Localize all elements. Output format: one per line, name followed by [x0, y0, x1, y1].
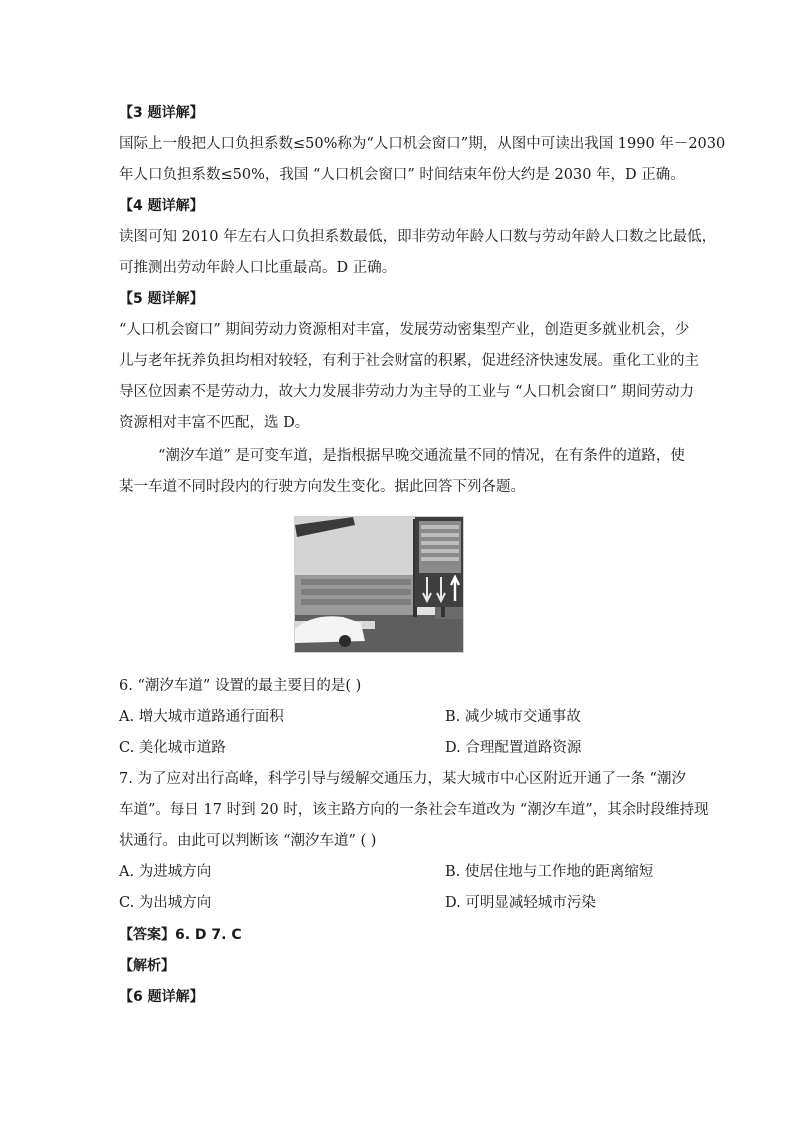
section-5-text-line-2: 儿与老年抚养负担均相对较轻，有利于社会财富的积累，促进经济快速发展。重化工业的主: [119, 353, 699, 369]
section-5-text-line-3: 导区位因素不是劳动力，故大力发展非劳动力为主导的工业与 “人口机会窗口” 期间劳动力: [119, 384, 695, 400]
analysis-heading: 【解析】: [119, 958, 175, 974]
section-5-text-line-4: 资源相对丰富不匹配，选 D。: [119, 415, 310, 431]
tidal-lane-sign-photo: [294, 516, 464, 653]
section-3-text-line-2: 年人口负担系数≤50%，我国 “人口机会窗口” 时间结束年份大约是 2030 年，D 正确。: [119, 167, 685, 183]
question-6-option-c: C. 美化城市道路: [119, 740, 226, 756]
section-4-text-line-2: 可推测出劳动年龄人口比重最高。D 正确。: [119, 260, 397, 276]
intro-text-line-1: “潮汐车道” 是可变车道，是指根据早晚交通流量不同的情况，在有条件的道路，使: [158, 448, 685, 464]
answer-line: 【答案】6. D 7. C: [119, 927, 242, 943]
question-6-option-d: D. 合理配置道路资源: [445, 740, 582, 756]
question-7-option-d: D. 可明显减轻城市污染: [445, 895, 596, 911]
section-6-heading: 【6 题详解】: [119, 989, 204, 1005]
section-4-heading: 【4 题详解】: [119, 198, 204, 214]
question-7-stem-line-3: 状通行。由此可以判断该 “潮汐车道” ( ): [119, 833, 377, 849]
question-6-stem: 6. “潮汐车道” 设置的最主要目的是( ): [119, 678, 362, 694]
question-7-stem-line-2: 车道”。每日 17 时到 20 时，该主路方向的一条社会车道改为 “潮汐车道”，其余时段维持现: [119, 802, 709, 818]
question-6-option-b: B. 减少城市交通事故: [445, 709, 581, 725]
intro-text-line-2: 某一车道不同时段内的行驶方向发生变化。据此回答下列各题。: [119, 479, 525, 495]
section-5-heading: 【5 题详解】: [119, 291, 204, 307]
question-7-stem-line-1: 7. 为了应对出行高峰，科学引导与缓解交通压力，某大城市中心区附近开通了一条 “潮汐: [119, 771, 686, 787]
question-7-option-b: B. 使居住地与工作地的距离缩短: [445, 864, 654, 880]
question-7-option-a: A. 为进城方向: [119, 864, 212, 880]
section-3-text-line-1: 国际上一般把人口负担系数≤50%称为“人口机会窗口”期，从图中可读出我国 1990 年－2030: [119, 136, 726, 152]
road-sign-illustration: [295, 517, 463, 652]
section-3-heading: 【3 题详解】: [119, 105, 204, 121]
question-6-option-a: A. 增大城市道路通行面积: [119, 709, 284, 725]
question-7-option-c: C. 为出城方向: [119, 895, 212, 911]
section-4-text-line-1: 读图可知 2010 年左右人口负担系数最低，即非劳动年龄人口数与劳动年龄人口数之比最低，: [119, 229, 717, 245]
section-5-text-line-1: “人口机会窗口” 期间劳动力资源相对丰富，发展劳动密集型产业，创造更多就业机会，少: [119, 322, 690, 338]
